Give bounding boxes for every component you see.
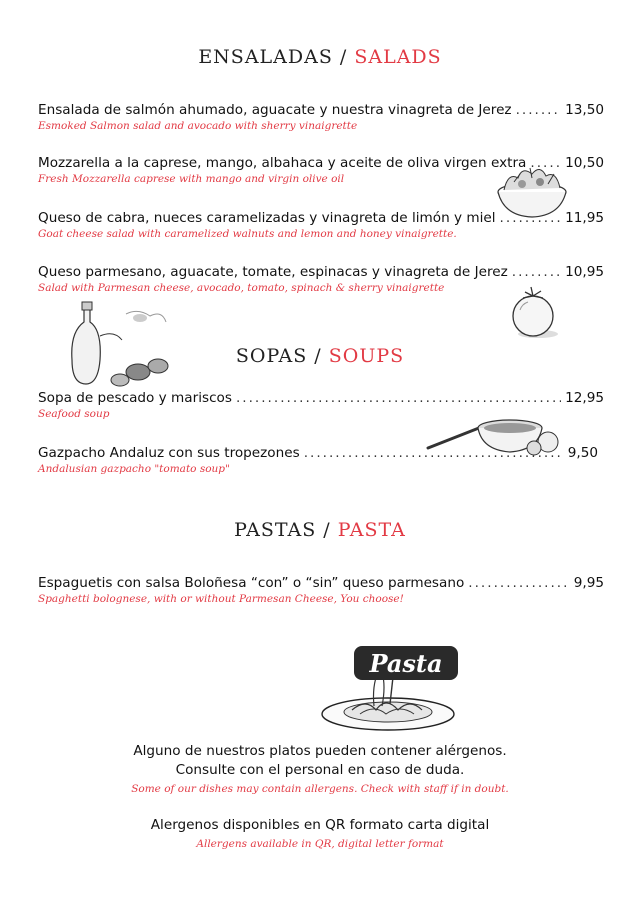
- item-description: Seafood soup: [38, 408, 110, 420]
- tomato-icon: [508, 282, 560, 340]
- item-description: Spaghetti bolognese, with or without Parmesan Cheese, You choose!: [38, 593, 404, 605]
- item-name: Ensalada de salmón ahumado, aguacate y nuestra vinagreta de Jerez: [38, 102, 512, 118]
- allergen-line-2: Consulte con el personal en caso de duda.: [175, 762, 465, 778]
- item-price: 13,50: [565, 102, 604, 118]
- title-es: ENSALADAS: [198, 46, 333, 68]
- item-name: Queso de cabra, nueces caramelizadas y vinagreta de limón y miel: [38, 210, 496, 226]
- item-price: 10,50: [565, 155, 604, 171]
- title-es: PASTAS: [234, 519, 317, 541]
- qr-line: Alergenos disponibles en QR formato carta digital: [150, 817, 490, 833]
- salad-bowl-icon: [494, 162, 570, 220]
- title-en: SALADS: [354, 46, 442, 68]
- allergen-notice: [0, 742, 640, 795]
- pasta-logo-text: Pasta: [369, 649, 443, 678]
- title-en: SOUPS: [328, 345, 405, 367]
- item-price: 12,95: [565, 390, 604, 406]
- item-name: Gazpacho Andaluz con sus tropezones: [38, 445, 300, 461]
- menu-item: [38, 102, 604, 132]
- item-price: 9,95: [573, 575, 604, 591]
- section-title-soups: [0, 345, 640, 367]
- item-description: Fresh Mozzarella caprese with mango and virgin olive oil: [38, 173, 345, 185]
- item-name: Queso parmesano, aguacate, tomate, espinacas y vinagreta de Jerez: [38, 264, 508, 280]
- allergen-line-1: Alguno de nuestros platos pueden contener alérgenos.: [133, 743, 507, 759]
- qr-notice: [0, 816, 640, 850]
- item-description: Esmoked Salmon salad and avocado with sherry vinaigrette: [38, 120, 358, 132]
- item-name: Sopa de pescado y mariscos: [38, 390, 232, 406]
- title-separator: /: [339, 46, 348, 68]
- section-title-salads: [0, 46, 640, 68]
- qr-note-en: Allergens available in QR, digital letter format: [196, 838, 444, 850]
- section-title-pasta: [0, 519, 640, 541]
- menu-item: [38, 575, 604, 605]
- item-name: Mozzarella a la caprese, mango, albahaca y aceite de oliva virgen extra: [38, 155, 527, 171]
- allergen-note-en: Some of our dishes may contain allergens. Check with staff if in doubt.: [131, 783, 509, 795]
- soup-bowl-icon: [426, 408, 562, 458]
- title-en: PASTA: [337, 519, 406, 541]
- title-es: SOPAS: [235, 345, 308, 367]
- item-price: 10,95: [565, 264, 604, 280]
- item-price: 11,95: [565, 210, 604, 226]
- item-description: Andalusian gazpacho "tomato soup": [38, 463, 230, 475]
- item-name: Espaguetis con salsa Boloñesa “con” o “sin” queso parmesano: [38, 575, 465, 591]
- item-description: Goat cheese salad with caramelized walnuts and lemon and honey vinaigrette.: [38, 228, 457, 240]
- item-price: 9,50: [567, 445, 598, 461]
- item-description: Salad with Parmesan cheese, avocado, tomato, spinach & sherry vinaigrette: [38, 282, 445, 294]
- title-separator: /: [323, 519, 331, 541]
- pasta-plate-icon: [316, 642, 462, 734]
- title-separator: /: [314, 345, 322, 367]
